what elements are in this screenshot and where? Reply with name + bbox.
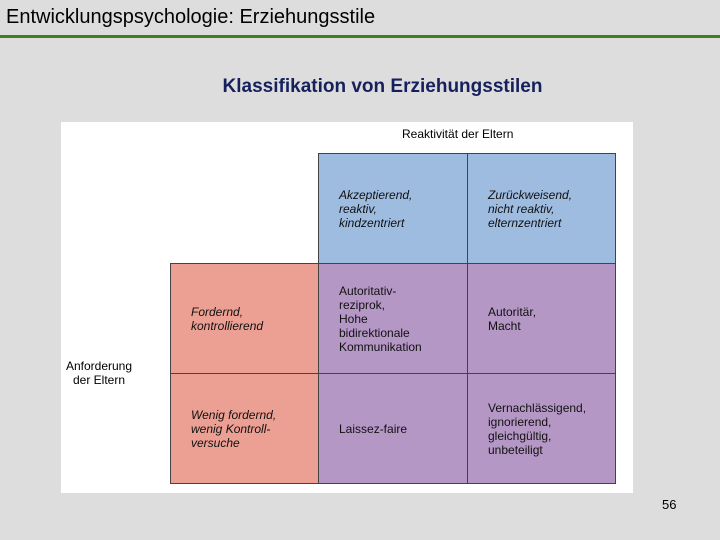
cell-bottom-right: Vernachlässigend, ignorierend, gleichgültig, unbeteiligt [467,373,616,484]
cell-middle-right: Autoritär, Macht [467,263,616,374]
cell-middle-center: Autoritativ- reziprok, Hohe bidirektionale Kommunikation [318,263,468,374]
cell-middle-left: Fordernd, kontrollierend [170,263,319,374]
page-number: 56 [662,497,677,512]
cell-top-left: Akzeptierend, reaktiv, kindzentriert [318,153,468,264]
column-header: Reaktivität der Eltern [402,127,514,141]
cell-bottom-center: Laissez-faire [318,373,468,484]
row-header: Anforderung der Eltern [65,359,133,387]
diagram-panel [61,122,633,493]
slide-subtitle: Klassifikation von Erziehungsstilen [222,76,543,97]
title-rule [0,35,720,38]
cell-top-right: Zurückweisend, nicht reaktiv, elternzentriert [467,153,616,264]
slide-title: Entwicklungspsychologie: Erziehungsstile [6,6,376,28]
cell-bottom-left: Wenig fordernd, wenig Kontroll- versuche [170,373,319,484]
